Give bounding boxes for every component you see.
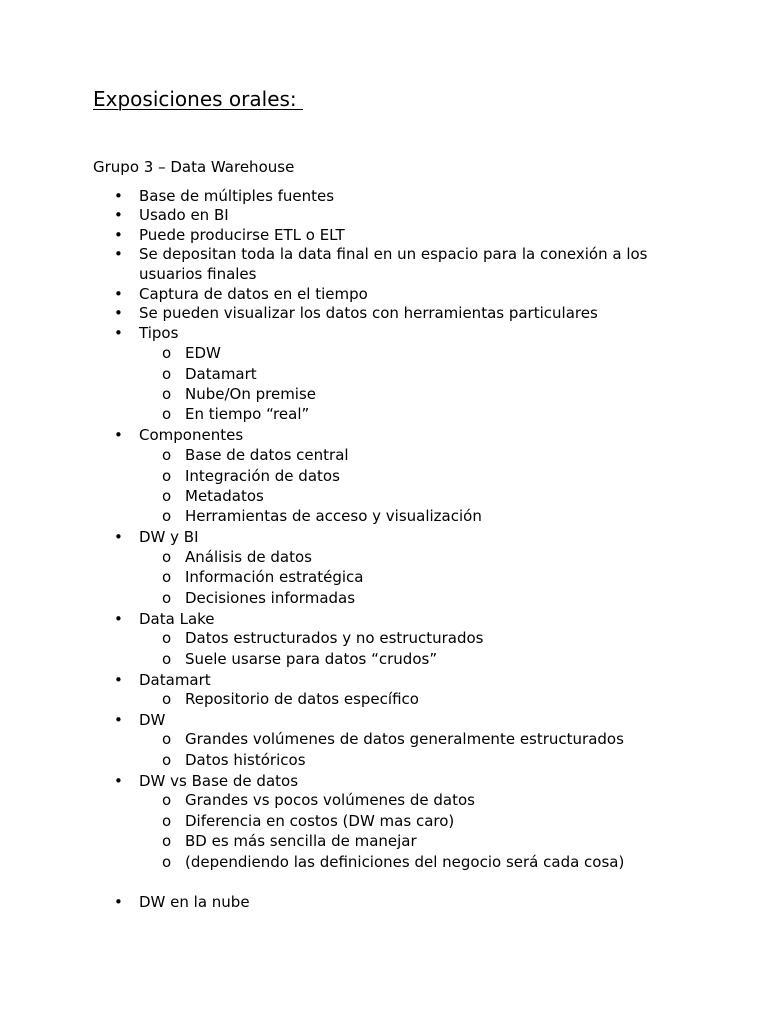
list-item-label: Captura de datos en el tiempo: [139, 285, 368, 303]
sub-bullet-marker: o: [162, 690, 172, 708]
bullet-marker: •: [114, 893, 123, 911]
bullet-marker: •: [114, 671, 123, 689]
sub-list-item-label: Herramientas de acceso y visualización: [185, 507, 482, 525]
list-item-label: Base de múltiples fuentes: [139, 187, 335, 205]
sub-bullet-marker: o: [162, 467, 172, 485]
sub-list-item-label: (dependiendo las definiciones del negocio será cada cosa): [185, 853, 625, 871]
sub-bullet-marker: o: [162, 507, 172, 525]
sub-bullet-marker: o: [162, 629, 172, 647]
sub-list-item-label: Repositorio de datos específico: [185, 690, 419, 708]
sub-bullet-marker: o: [162, 405, 172, 423]
list-item-label: Usado en BI: [139, 206, 229, 224]
sub-list-item-label: En tiempo “real”: [185, 405, 310, 423]
sub-bullet-marker: o: [162, 791, 172, 809]
bullet-marker: •: [114, 610, 123, 628]
sub-list-item-label: Metadatos: [185, 487, 264, 505]
sub-bullet-marker: o: [162, 730, 172, 748]
bullet-marker: •: [114, 226, 123, 244]
bullet-marker: •: [114, 772, 123, 790]
list-item-label: Data Lake: [139, 610, 215, 628]
sub-list-item-label: Grandes vs pocos volúmenes de datos: [185, 791, 475, 809]
list-item-label: DW: [139, 711, 166, 729]
sub-list-item-label: Grandes volúmenes de datos generalmente estructurados: [185, 730, 624, 748]
bullet-marker: •: [114, 426, 123, 444]
sub-list-item-label: Integración de datos: [185, 467, 340, 485]
sub-list-item-label: Datamart: [185, 365, 257, 383]
bullet-marker: •: [114, 528, 123, 546]
sub-bullet-marker: o: [162, 446, 172, 464]
sub-bullet-marker: o: [162, 853, 172, 871]
list-item-label: Se depositan toda la data final en un espacio para la conexión a los usuarios finales: [139, 245, 648, 283]
bullet-marker: •: [114, 711, 123, 729]
bullet-marker: •: [114, 187, 123, 205]
sub-list-item-label: Información estratégica: [185, 568, 364, 586]
document-title: Exposiciones orales:: [93, 87, 304, 111]
sub-bullet-marker: o: [162, 487, 172, 505]
bullet-marker: •: [114, 245, 123, 263]
sub-list-item-label: Diferencia en costos (DW mas caro): [185, 812, 455, 830]
sub-bullet-marker: o: [162, 832, 172, 850]
sub-list-item-label: Análisis de datos: [185, 548, 312, 566]
list-item-label: Se pueden visualizar los datos con herramientas particulares: [139, 304, 598, 322]
sub-bullet-marker: o: [162, 568, 172, 586]
sub-list-item-label: BD es más sencilla de manejar: [185, 832, 417, 850]
list-item-label: Datamart: [139, 671, 211, 689]
sub-list-item-label: Datos estructurados y no estructurados: [185, 629, 484, 647]
sub-bullet-marker: o: [162, 385, 172, 403]
sub-bullet-marker: o: [162, 751, 172, 769]
bullet-marker: •: [114, 285, 123, 303]
bullet-marker: •: [114, 324, 123, 342]
list-item-label: Tipos: [139, 324, 179, 342]
bullet-marker: •: [114, 206, 123, 224]
sub-list-item-label: Suele usarse para datos “crudos”: [185, 650, 438, 668]
sub-list-item-label: Base de datos central: [185, 446, 349, 464]
sub-bullet-marker: o: [162, 344, 172, 362]
sub-bullet-marker: o: [162, 589, 172, 607]
list-item-label: DW en la nube: [139, 893, 250, 911]
bullet-marker: •: [114, 304, 123, 322]
list-item-label: Componentes: [139, 426, 244, 444]
list-item-label: Puede producirse ETL o ELT: [139, 226, 345, 244]
sub-bullet-marker: o: [162, 812, 172, 830]
list-item-label: DW vs Base de datos: [139, 772, 299, 790]
sub-list-item-label: Datos históricos: [185, 751, 306, 769]
document-subtitle: Grupo 3 – Data Warehouse: [93, 158, 295, 176]
sub-bullet-marker: o: [162, 548, 172, 566]
sub-bullet-marker: o: [162, 365, 172, 383]
list-item-label: DW y BI: [139, 528, 199, 546]
sub-list-item-label: Nube/On premise: [185, 385, 317, 403]
sub-list-item-label: EDW: [185, 344, 221, 362]
sub-list-item-label: Decisiones informadas: [185, 589, 356, 607]
sub-bullet-marker: o: [162, 650, 172, 668]
